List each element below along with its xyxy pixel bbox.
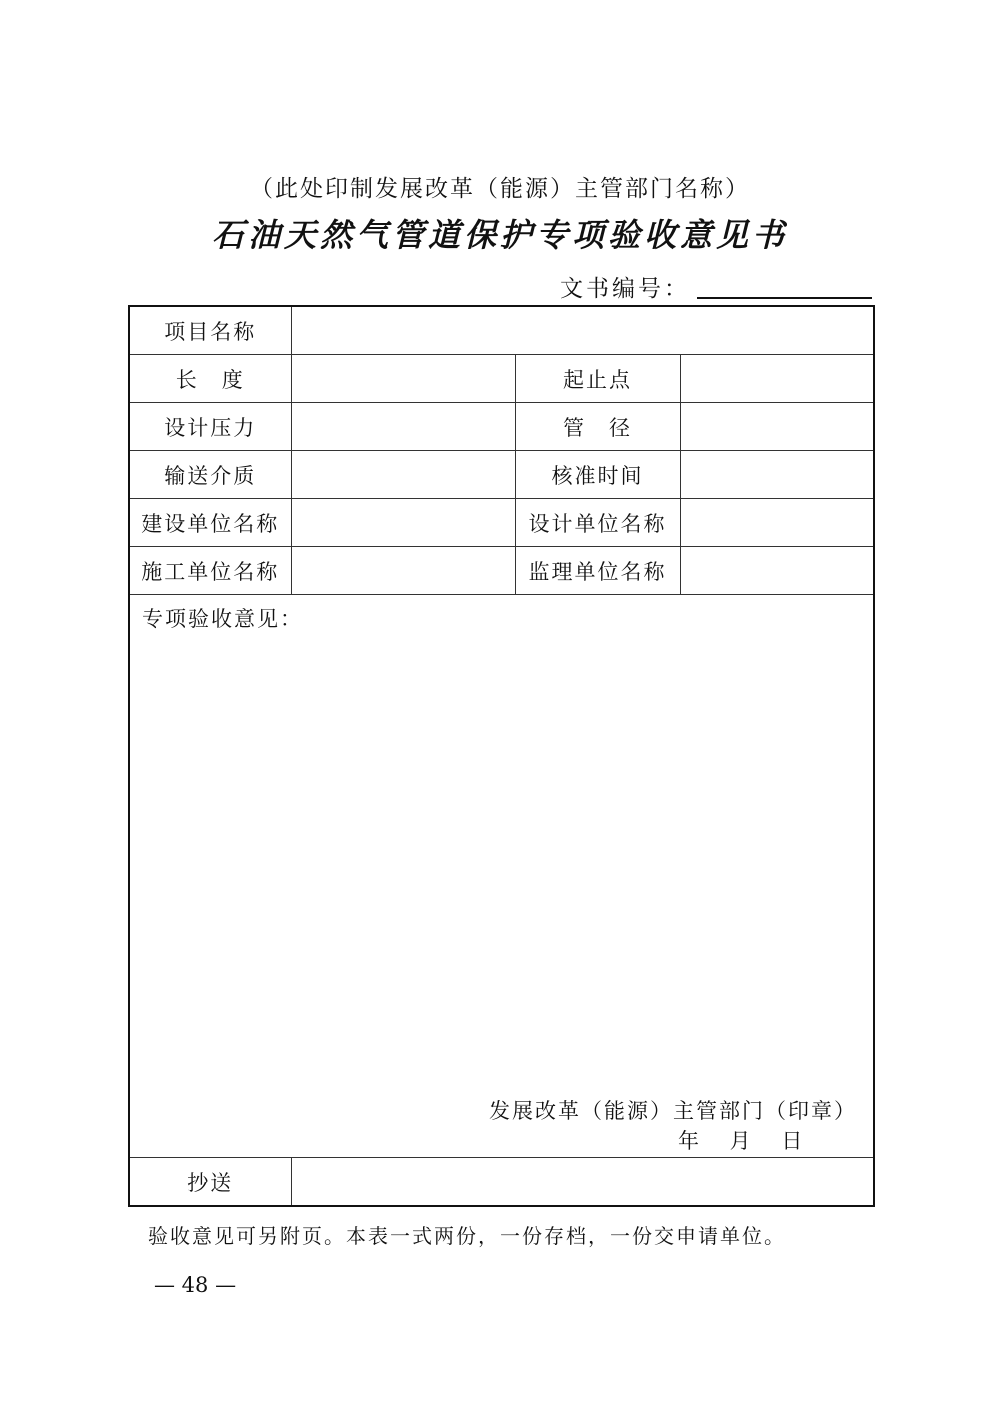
cc-field[interactable] bbox=[291, 1158, 874, 1207]
date-text: 年 月 日 bbox=[678, 1129, 805, 1153]
constructor-field[interactable] bbox=[291, 547, 515, 595]
dept-seal-text: 发展改革（能源）主管部门（印章） bbox=[489, 1099, 857, 1123]
supervisor-label: 监理单位名称 bbox=[515, 547, 680, 595]
footnote: 验收意见可另附页。本表一式两份，一份存档，一份交申请单位。 bbox=[148, 1224, 786, 1248]
document-title: 石油天然气管道保护专项验收意见书 bbox=[211, 216, 788, 254]
row-builder bbox=[129, 499, 874, 547]
pipe-diameter-label: 管 径 bbox=[515, 403, 680, 451]
project-name-label: 项目名称 bbox=[129, 306, 291, 355]
designer-label: 设计单位名称 bbox=[515, 499, 680, 547]
supervisor-field[interactable] bbox=[680, 547, 874, 595]
row-cc bbox=[129, 1158, 874, 1207]
design-pressure-field[interactable] bbox=[291, 403, 515, 451]
opinion-field[interactable] bbox=[129, 595, 874, 1158]
row-opinion bbox=[129, 595, 874, 1158]
approval-time-field[interactable] bbox=[680, 451, 874, 499]
project-name-field[interactable] bbox=[291, 306, 874, 355]
page-number: — 48 — bbox=[154, 1273, 237, 1297]
doc-number-field[interactable] bbox=[697, 297, 872, 299]
opinion-label: 专项验收意见： bbox=[142, 607, 303, 631]
issuer-placeholder: （此处印制发展改革（能源）主管部门名称） bbox=[250, 176, 750, 202]
design-pressure-label: 设计压力 bbox=[129, 403, 291, 451]
designer-field[interactable] bbox=[680, 499, 874, 547]
row-medium bbox=[129, 451, 874, 499]
doc-number-label: 文书编号： bbox=[560, 276, 690, 302]
start-end-field[interactable] bbox=[680, 355, 874, 403]
cc-label: 抄送 bbox=[129, 1158, 291, 1207]
row-length bbox=[129, 355, 874, 403]
row-project-name bbox=[129, 306, 874, 355]
builder-label: 建设单位名称 bbox=[129, 499, 291, 547]
builder-field[interactable] bbox=[291, 499, 515, 547]
medium-label: 输送介质 bbox=[129, 451, 291, 499]
pipe-diameter-field[interactable] bbox=[680, 403, 874, 451]
approval-time-label: 核准时间 bbox=[515, 451, 680, 499]
length-label: 长 度 bbox=[129, 355, 291, 403]
constructor-label: 施工单位名称 bbox=[129, 547, 291, 595]
length-field[interactable] bbox=[291, 355, 515, 403]
row-constructor bbox=[129, 547, 874, 595]
medium-field[interactable] bbox=[291, 451, 515, 499]
acceptance-form bbox=[128, 305, 875, 1207]
start-end-label: 起止点 bbox=[515, 355, 680, 403]
row-pressure bbox=[129, 403, 874, 451]
